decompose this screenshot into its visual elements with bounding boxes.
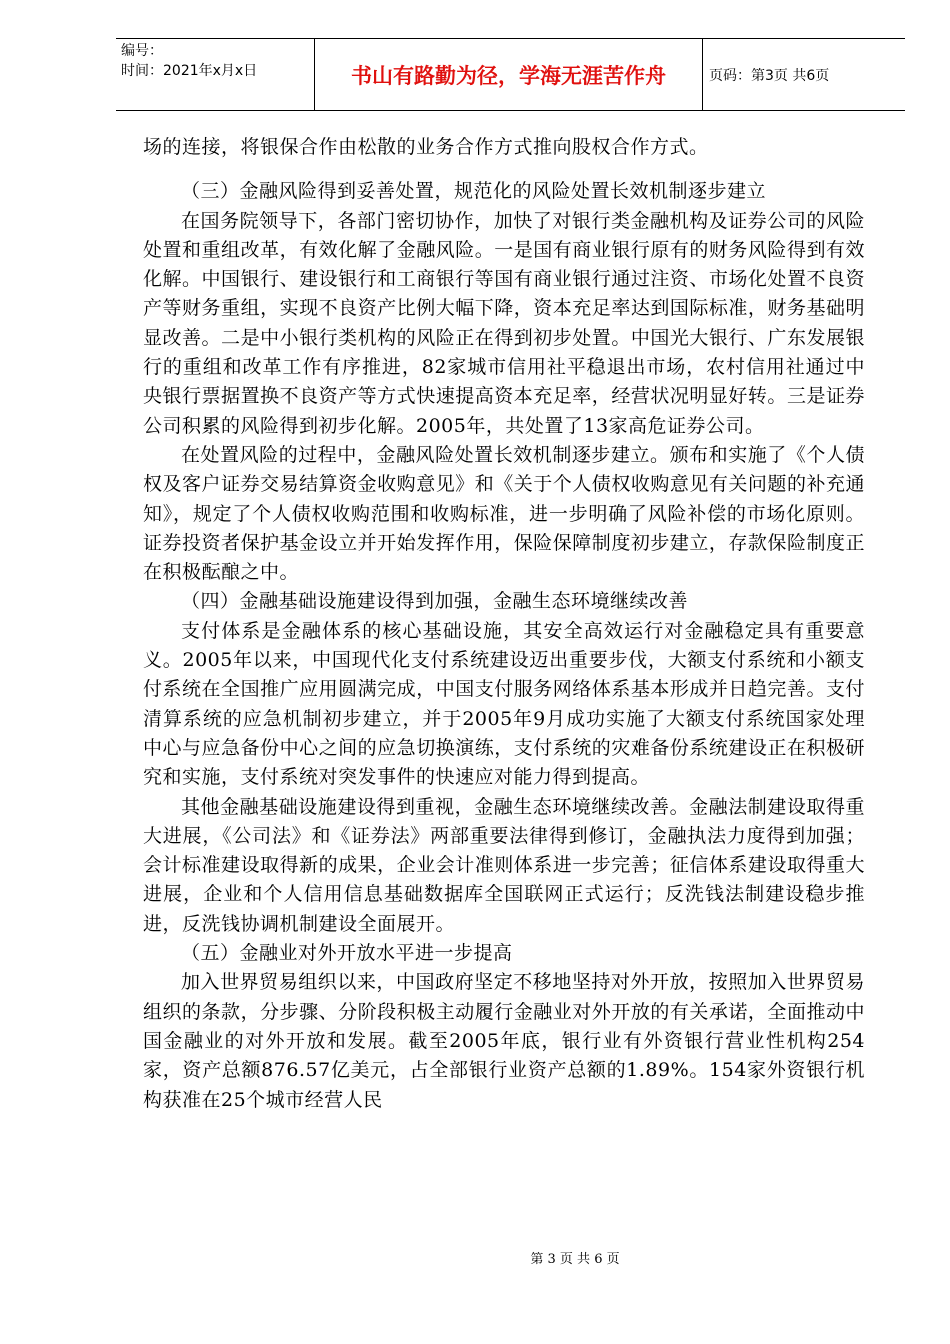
number-label: 编号： xyxy=(121,43,163,59)
time-label: 时间：2021年x月x日 xyxy=(121,63,258,79)
document-body xyxy=(143,133,865,1115)
section-heading-5: （五）金融业对外开放水平进一步提高 xyxy=(181,942,513,965)
paragraph: 其他金融基础设施建设得到重视，金融生态环境继续改善。金融法制建设取得重大进展，《公司法》和《证券法》两部重要法律得到修订，金融执法力度得到加强；会计标准建设取得新的成果，企业会计准则体系进一步完善；征信体系建设取得重大进展，企业和个人信用信息基础数据库全国联网正式运行；反洗钱法制建设稳步推进，反洗钱协调机制建设全面展开。 xyxy=(143,795,865,935)
header-page-label: 页码：第3页 共6页 xyxy=(709,67,830,84)
section-heading-4: （四）金融基础设施建设得到加强，金融生态环境继续改善 xyxy=(181,590,689,613)
page-header xyxy=(116,38,905,111)
section-heading-3: （三）金融风险得到妥善处置，规范化的风险处置长效机制逐步建立 xyxy=(181,180,767,203)
page-footer: 第 3 页 共 6 页 xyxy=(530,1252,620,1267)
header-meta xyxy=(116,39,314,110)
paragraph-continuation: 场的连接，将银保合作由松散的业务合作方式推向股权合作方式。 xyxy=(143,136,709,158)
paragraph: 加入世界贸易组织以来，中国政府坚定不移地坚持对外开放，按照加入世界贸易组织的条款，分步骤、分阶段积极主动履行金融业对外开放的有关承诺，全面推动中国金融业的对外开放和发展。截至2005年底，银行业有外资银行营业性机构254家，资产总额876.57亿美元，占全部银行业资产总额的1.89%。154家外资银行机构获准在25个城市经营人民 xyxy=(143,971,865,1111)
paragraph: 支付体系是金融体系的核心基础设施，其安全高效运行对金融稳定具有重要意义。2005年以来，中国现代化支付系统建设迈出重要步伐，大额支付系统和小额支付系统在全国推广应用圆满完成，中国支付服务网络体系基本形成并日趋完善。支付清算系统的应急机制初步建立，并于2005年9月成功实施了大额支付系统国家处理中心与应急备份中心之间的应急切换演练，支付系统的灾难备份系统建设正在积极研究和实施，支付系统对突发事件的快速应对能力得到提高。 xyxy=(143,619,865,789)
header-motto: 书山有路勤为径，学海无涯苦作舟 xyxy=(314,39,703,110)
paragraph: 在处置风险的过程中，金融风险处置长效机制逐步建立。颁布和实施了《个人债权及客户证券交易结算资金收购意见》和《关于个人债权收购意见有关问题的补充通知》，规定了个人债权收购范围和收购标准，进一步明确了风险补偿的市场化原则。证券投资者保护基金设立并开始发挥作用，保险保障制度初步建立，存款保险制度正在积极酝酿之中。 xyxy=(143,443,865,584)
paragraph: 在国务院领导下，各部门密切协作，加快了对银行类金融机构及证券公司的风险处置和重组改革，有效化解了金融风险。一是国有商业银行原有的财务风险得到有效化解。中国银行、建设银行和工商银行等国有商业银行通过注资、市场化处置不良资产等财务重组，实现不良资产比例大幅下降，资本充足率达到国际标准，财务基础明显改善。二是中小银行类机构的风险正在得到初步处置。中国光大银行、广东发展银行的重组和改革工作有序推进，82家城市信用社平稳退出市场，农村信用社通过中央银行票据置换不良资产等方式快速提高资本充足率，经营状况明显好转。三是证券公司积累的风险得到初步化解。2005年，共处置了13家高危证券公司。 xyxy=(143,209,865,437)
